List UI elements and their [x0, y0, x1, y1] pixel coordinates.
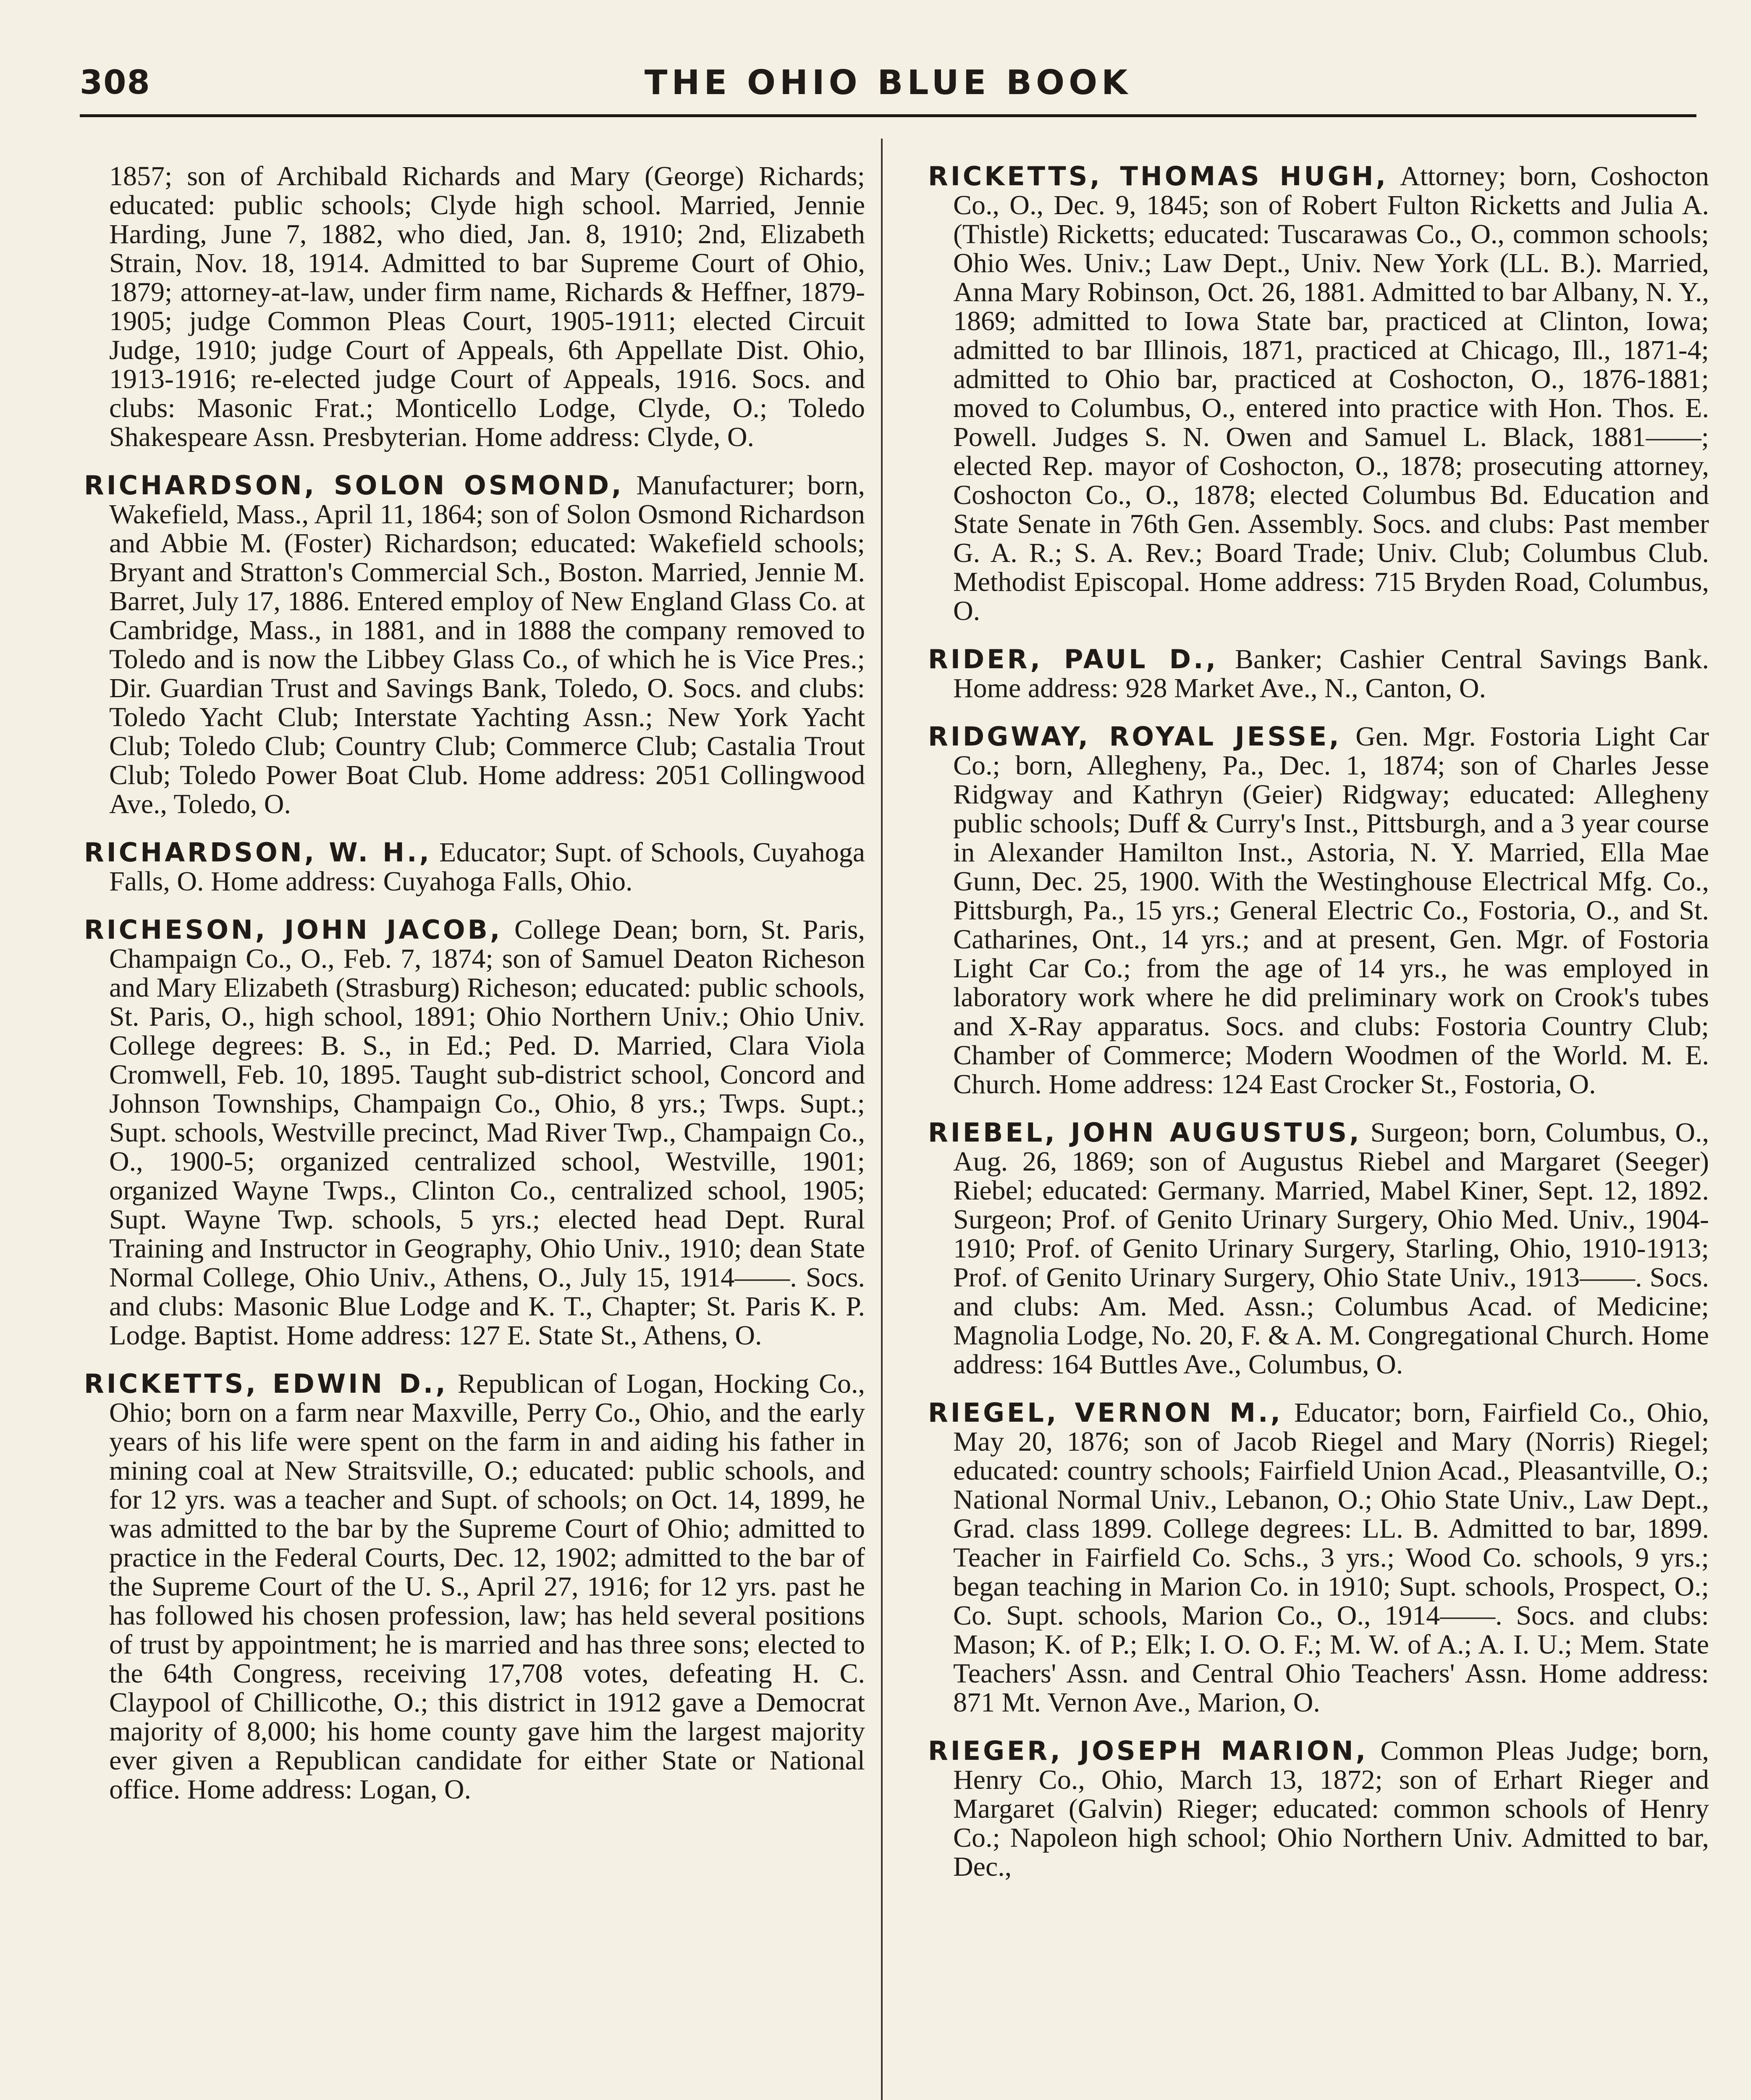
- entry-text: Gen. Mgr. Fostoria Light Car Co.; born, Allegheny, Pa., Dec. 1, 1874; son of Charles Jesse Ridgway and Kathryn (Geier) Ridgway; educated: Allegheny public schools; Duff & Curry's Inst., Pittsburgh, and a 3 year course in Alexander Hamilton Inst., Astoria, N. Y. Married, Ella Mae Gunn, Dec. 25, 1900. With the Westinghouse Electrical Mfg. Co., Pittsburgh, Pa., 15 yrs.; General Electric Co., Fostoria, O., and St. Catharines, Ont., 14 yrs.; and at present, Gen. Mgr. of Fostoria Light Car Co.; from the age of 14 yrs., he was employed in laboratory work where he did preliminary work on Crook's tubes and X-Ray apparatus. Socs. and clubs: Fostoria Country Club; Chamber of Commerce; Modern Woodmen of the World. M. E. Church. Home address: 124 East Crocker St., Fostoria, O.: [953, 721, 1709, 1100]
- biography-entry: [928, 1398, 1709, 1717]
- entry-text: 1857; son of Archibald Richards and Mary (George) Richards; educated: public schools; Clyde high school. Married, Jennie Harding, June 7, 1882, who died, Jan. 8, 1910; 2nd, Elizabeth Strain, Nov. 18, 1914. Admitted to bar Supreme Court of Ohio, 1879; attorney-at-law, under firm name, Richards & Heffner, 1879-1905; judge Common Pleas Court, 1905-1911; elected Circuit Judge, 1910; judge Court of Appeals, 6th Appellate Dist. Ohio, 1913-1916; re-elected judge Court of Appeals, 1916. Socs. and clubs: Masonic Frat.; Monticello Lodge, Clyde, O.; Toledo Shakespeare Assn. Presbyterian. Home address: Clyde, O.: [109, 162, 865, 452]
- entry-text: Attorney; born, Coshocton Co., O., Dec. 9, 1845; son of Robert Fulton Ricketts and Julia A. (Thistle) Ricketts; educated: Tuscarawas Co., O., common schools; Ohio Wes. Univ.; Law Dept., Univ. New York (LL. B.). Married, Anna Mary Robinson, Oct. 26, 1881. Admitted to bar Albany, N. Y., 1869; admitted to Iowa State bar, practiced at Clinton, Iowa; admitted to bar Illinois, 1871, practiced at Chicago, Ill., 1871-4; admitted to Ohio bar, practiced at Coshocton, O., 1876-1881; moved to Columbus, O., entered into practice with Hon. Thos. E. Powell. Judges S. N. Owen and Samuel L. Black, 1881——; elected Rep. mayor of Coshocton, O., 1878; prosecuting attorney, Coshocton Co., O., 1878; elected Columbus Bd. Education and State Senate in 76th Gen. Assembly. Socs. and clubs: Past member G. A. R.; S. A. Rev.; Board Trade; Univ. Club; Columbus Club. Methodist Episcopal. Home address: 715 Bryden Road, Columbus, O.: [953, 162, 1709, 626]
- entry-name: RICKETTS, EDWIN D.,: [84, 1368, 448, 1399]
- entry-text: Surgeon; born, Columbus, O., Aug. 26, 1869; son of Augustus Riebel and Margaret (Seeger) Riebel; educated: Germany. Married, Mabel Kiner, Sept. 12, 1892. Surgeon; Prof. of Genito Urinary Surgery, Ohio Med. Univ., 1904-1910; Prof. of Genito Urinary Surgery, Starling, Ohio, 1910-1913; Prof. of Genito Urinary Surgery, Ohio State Univ., 1913——. Socs. and clubs: Am. Med. Assn.; Columbus Acad. of Medicine; Magnolia Lodge, No. 20, F. & A. M. Congregational Church. Home address: 164 Buttles Ave., Columbus, O.: [953, 1117, 1709, 1380]
- biography-entry: [928, 722, 1709, 1099]
- entry-name: RIEBEL, JOHN AUGUSTUS,: [928, 1117, 1362, 1148]
- biography-entry: [84, 1369, 865, 1804]
- running-head-title: THE OHIO BLUE BOOK: [644, 63, 1132, 102]
- entry-text: College Dean; born, St. Paris, Champaign Co., O., Feb. 7, 1874; son of Samuel Deaton Richeson and Mary Elizabeth (Strasburg) Richeson; educated: public schools, St. Paris, O., high school, 1891; Ohio Northern Univ.; Ohio Univ. College degrees: B. S., in Ed.; Ped. D. Married, Clara Viola Cromwell, Feb. 10, 1895. Taught sub-district school, Concord and Johnson Townships, Champaign Co., Ohio, 8 yrs.; Twps. Supt.; Supt. schools, Westville precinct, Mad River Twp., Champaign Co., O., 1900-5; organized centralized school, Westville, 1901; organized Wayne Twps., Clinton Co., centralized school, 1905; Supt. Wayne Twp. schools, 5 yrs.; elected head Dept. Rural Training and Instructor in Geography, Ohio Univ., 1910; dean State Normal College, Ohio Univ., Athens, O., July 15, 1914——. Socs. and clubs: Masonic Blue Lodge and K. T., Chapter; St. Paris K. P. Lodge. Baptist. Home address: 127 E. State St., Athens, O.: [109, 914, 865, 1351]
- biography-entry: [928, 1118, 1709, 1379]
- entry-name: RIDGWAY, ROYAL JESSE,: [928, 721, 1342, 752]
- entry-name: RICKETTS, THOMAS HUGH,: [928, 162, 1389, 192]
- entry-text: Manufacturer; born, Wakefield, Mass., April 11, 1864; son of Solon Osmond Richardson and Abbie M. (Foster) Richardson; educated: Wakefield schools; Bryant and Stratton's Commercial Sch., Boston. Married, Jennie M. Barret, July 17, 1886. Entered employ of New England Glass Co. at Cambridge, Mass., in 1881, and in 1888 the company removed to Toledo and is now the Libbey Glass Co., of which he is Vice Pres.; Dir. Guardian Trust and Savings Bank, Toledo, O. Socs. and clubs: Toledo Yacht Club; Interstate Yachting Assn.; New York Yacht Club; Toledo Club; Country Club; Commerce Club; Castalia Trout Club; Toledo Power Boat Club. Home address: 2051 Collingwood Ave., Toledo, O.: [109, 470, 865, 819]
- biography-entry: [928, 162, 1709, 625]
- page-number: 308: [80, 64, 151, 102]
- entry-name: RIEGER, JOSEPH MARION,: [928, 1735, 1368, 1766]
- entry-name: RICHARDSON, W. H.,: [84, 837, 432, 868]
- page-header: [80, 59, 1696, 109]
- biography-entry: [928, 1736, 1709, 1881]
- biography-entry: [84, 838, 865, 896]
- biography-entry: [84, 471, 865, 819]
- biography-entry: [84, 915, 865, 1350]
- entry-text: Banker; Cashier Central Savings Bank. Home address: 928 Market Ave., N., Canton, O.: [953, 644, 1709, 704]
- entry-text: Republican of Logan, Hocking Co., Ohio; born on a farm near Maxville, Perry Co., Ohio, and the early years of his life were spent on the farm in and aiding his father in mining coal at New Straitsville, O.; educated: public schools, and for 12 yrs. was a teacher and Supt. of schools; on Oct. 14, 1899, he was admitted to the bar by the Supreme Court of Ohio; admitted to practice in the Federal Courts, Dec. 12, 1902; admitted to the bar of the Supreme Court of the U. S., April 27, 1916; for 12 yrs. past he has followed his chosen profession, law; has held several positions of trust by appointment; he is married and has three sons; elected to the 64th Congress, receiving 17,708 votes, defeating H. C. Claypool of Chillicothe, O.; this district in 1912 gave a Democrat majority of 8,000; his home county gave him the largest majority ever given a Republican candidate for either State or National office. Home address: Logan, O.: [109, 1368, 865, 1805]
- biography-entry: [84, 162, 865, 452]
- right-column: [928, 162, 1709, 2100]
- entry-text: Educator; born, Fairfield Co., Ohio, May 20, 1876; son of Jacob Riegel and Mary (Norris) Riegel; educated: country schools; Fairfield Union Acad., Pleasantville, O.; National Normal Univ., Lebanon, O.; Ohio State Univ., Law Dept., Grad. class 1899. College degrees: LL. B. Admitted to bar, 1899. Teacher in Fairfield Co. Schs., 3 yrs.; Wood Co. schools, 9 yrs.; began teaching in Marion Co. in 1910; Supt. schools, Prospect, O.; Co. Supt. schools, Marion Co., O., 1914——. Socs. and clubs: Mason; K. of P.; Elk; I. O. O. F.; M. W. of A.; A. I. U.; Mem. State Teachers' Assn. and Central Ohio Teachers' Assn. Home address: 871 Mt. Vernon Ave., Marion, O.: [953, 1397, 1709, 1718]
- entry-name: RIEGEL, VERNON M.,: [928, 1397, 1283, 1428]
- header-rule: [80, 114, 1696, 117]
- left-column: [84, 162, 865, 2100]
- biography-entry: [928, 645, 1709, 703]
- entry-text: Common Pleas Judge; born, Henry Co., Ohio, March 13, 1872; son of Erhart Rieger and Margaret (Galvin) Rieger; educated: common schools of Henry Co.; Napoleon high school; Ohio Northern Univ. Admitted to bar, Dec.,: [953, 1735, 1709, 1882]
- column-divider: [881, 139, 883, 2100]
- entry-text: Educator; Supt. of Schools, Cuyahoga Falls, O. Home address: Cuyahoga Falls, Ohio.: [109, 837, 865, 897]
- entry-name: RICHARDSON, SOLON OSMOND,: [84, 470, 624, 501]
- entry-name: RICHESON, JOHN JACOB,: [84, 914, 503, 945]
- entry-name: RIDER, PAUL D.,: [928, 644, 1219, 675]
